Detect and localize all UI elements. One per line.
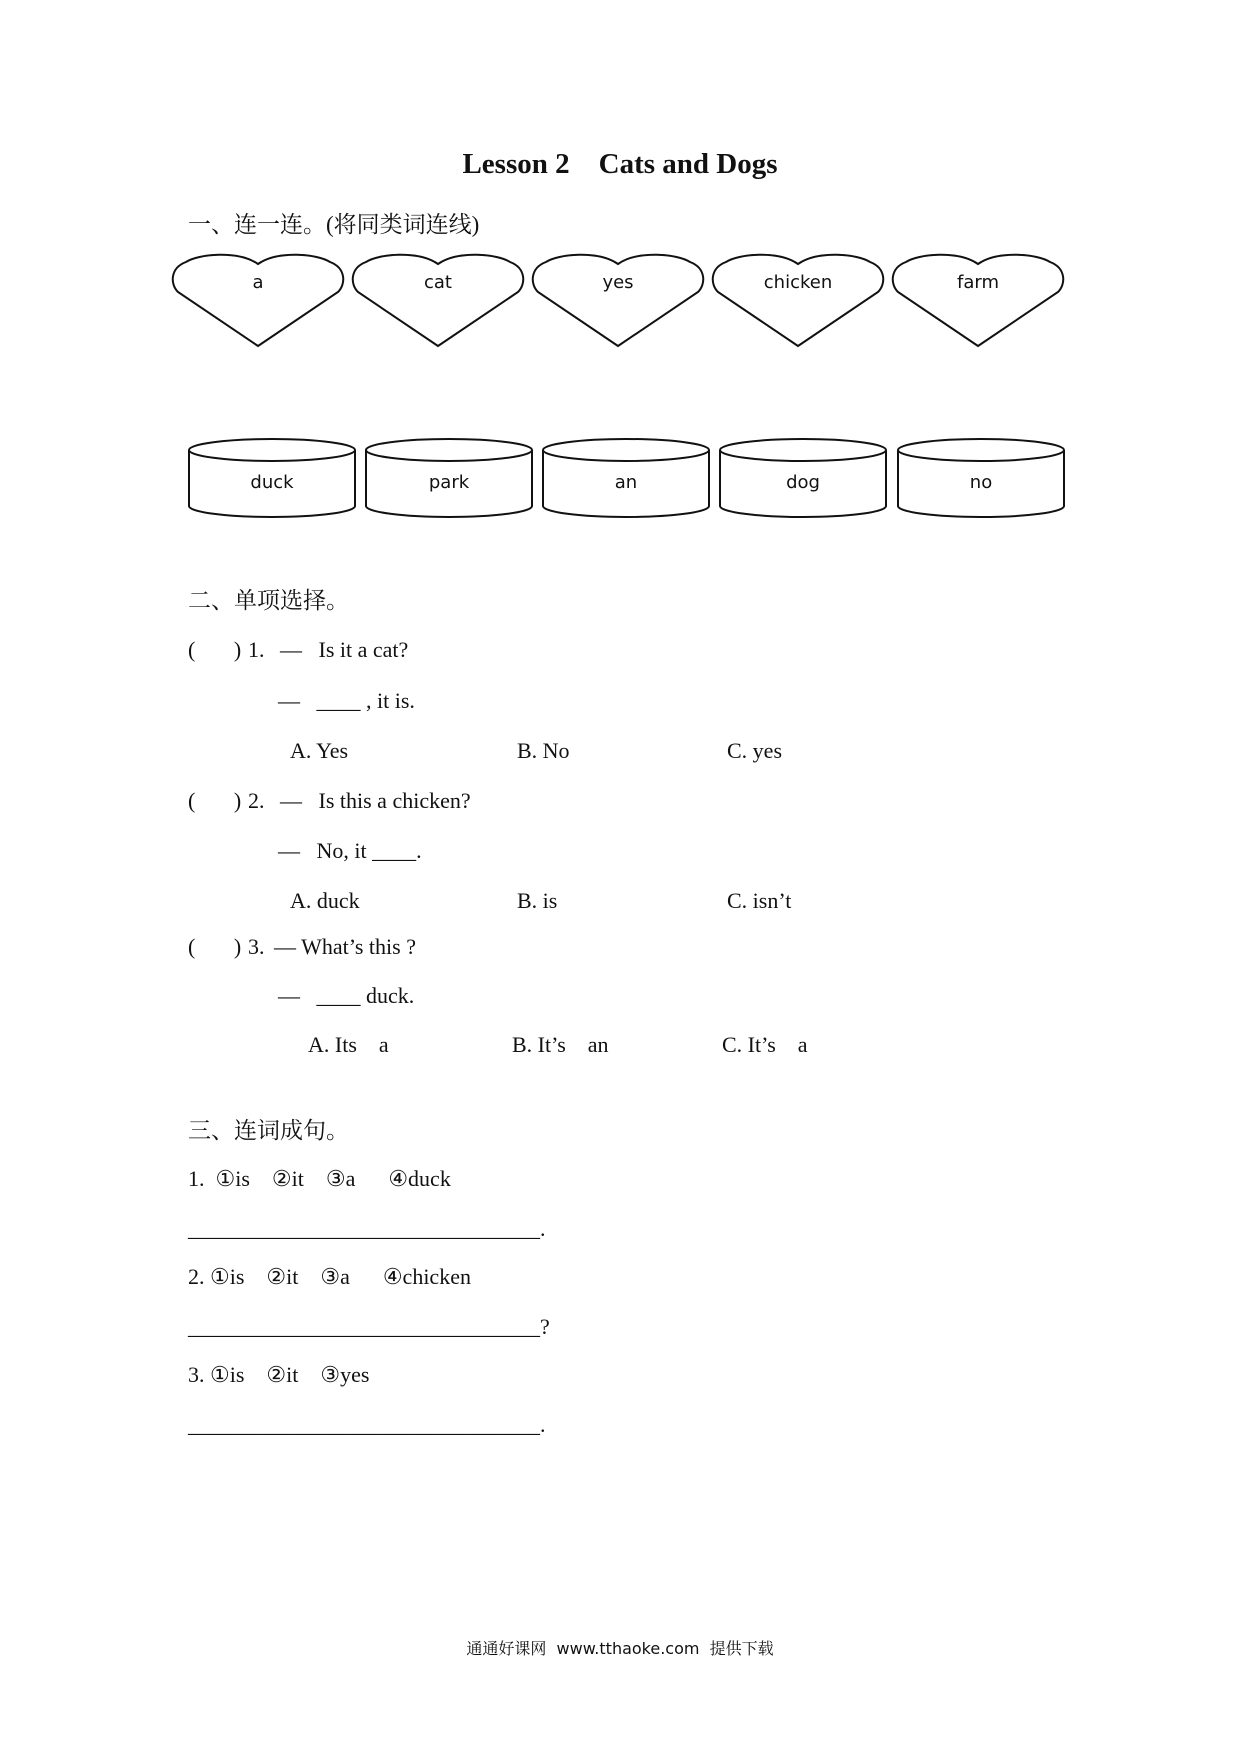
drum-word-4: dog — [786, 472, 820, 493]
reorder-item-2-words: 2. ①is ②it ③a ④chicken — [188, 1264, 471, 1289]
section-3-heading: 三、连词成句。 — [188, 1118, 349, 1143]
heart-word-1: a — [252, 272, 264, 293]
heart-word-3: yes — [602, 272, 634, 293]
page-title: Lesson 2 Cats and Dogs — [462, 148, 778, 180]
reorder-item-2-answer-line: ________________________________? — [188, 1314, 550, 1339]
footer-source: 通通好课网 www.tthaoke.com 提供下载 — [466, 1639, 774, 1658]
heart-shape-5 — [893, 255, 1064, 346]
heart-shape-4 — [713, 255, 884, 346]
question-2-option-a: A. duck — [290, 888, 360, 913]
question-3-option-a: A. Its a — [308, 1032, 389, 1057]
question-1-prompt: — Is it a cat? — [280, 637, 409, 662]
question-1-number: 1. — [248, 637, 265, 662]
question-3-bracket: ( ) — [188, 934, 242, 959]
reorder-item-1-words: 1. ①is ②it ③a ④duck — [188, 1166, 451, 1191]
question-3-prompt: — What’s this ? — [274, 934, 416, 959]
question-2-prompt: — Is this a chicken? — [280, 788, 471, 813]
drum-word-2: park — [428, 472, 470, 493]
heart-shape-1 — [173, 255, 344, 346]
heart-word-5: farm — [957, 272, 999, 293]
reorder-item-3-words: 3. ①is ②it ③yes — [188, 1362, 370, 1387]
heart-shape-2 — [353, 255, 524, 346]
question-1-option-c: C. yes — [727, 738, 782, 763]
drum-word-3: an — [614, 472, 638, 493]
reorder-item-3-answer-line: ________________________________. — [188, 1412, 546, 1437]
question-1-bracket: ( ) — [188, 637, 242, 662]
question-1-answer: — ____ , it is. — [278, 688, 415, 713]
question-2-answer: — No, it ____. — [278, 838, 422, 863]
question-3-option-b: B. It’s an — [512, 1032, 609, 1057]
question-3-answer: — ____ duck. — [278, 983, 415, 1008]
section-2-heading: 二、单项选择。 — [188, 588, 349, 613]
section-1-heading: 一、连一连。(将同类词连线) — [188, 212, 480, 237]
question-1-option-b: B. No — [517, 738, 570, 763]
question-2-number: 2. — [248, 788, 265, 813]
question-3-option-c: C. It’s a — [722, 1032, 808, 1057]
question-2-option-c: C. isn’t — [727, 888, 792, 913]
heart-word-2: cat — [424, 272, 452, 293]
reorder-item-1-answer-line: ________________________________. — [188, 1216, 546, 1241]
matching-shapes — [0, 0, 1240, 540]
heart-word-4: chicken — [763, 272, 833, 293]
question-1-option-a: A. Yes — [290, 738, 349, 763]
question-2-bracket: ( ) — [188, 788, 242, 813]
heart-shape-3 — [533, 255, 704, 346]
drum-word-1: duck — [250, 472, 294, 493]
question-2-option-b: B. is — [517, 888, 558, 913]
question-3-number: 3. — [248, 934, 265, 959]
drum-word-5: no — [969, 472, 993, 493]
